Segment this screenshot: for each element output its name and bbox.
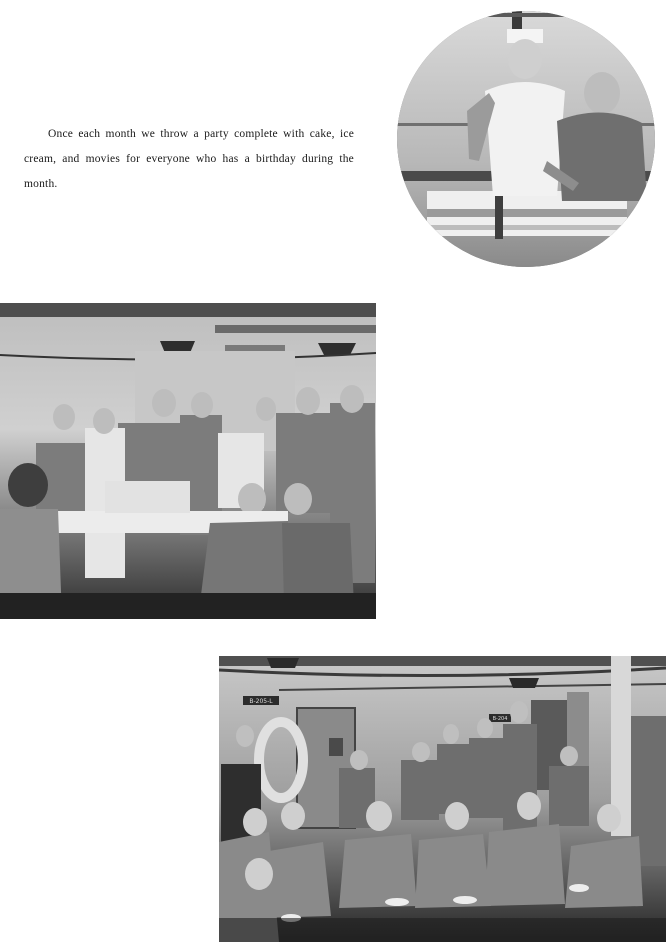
cake-cutting-photo — [397, 11, 655, 267]
birthday-party-caption: Once each month we throw a party complete with cake, ice cream, and movies for everyone who has a birthday during the month. — [24, 127, 354, 190]
compartment-sign-left: B-205-L — [249, 698, 273, 705]
crew-eating-photo — [219, 656, 666, 942]
compartment-sign-right: B-204 — [492, 716, 508, 722]
cake-group-photo — [0, 303, 376, 619]
